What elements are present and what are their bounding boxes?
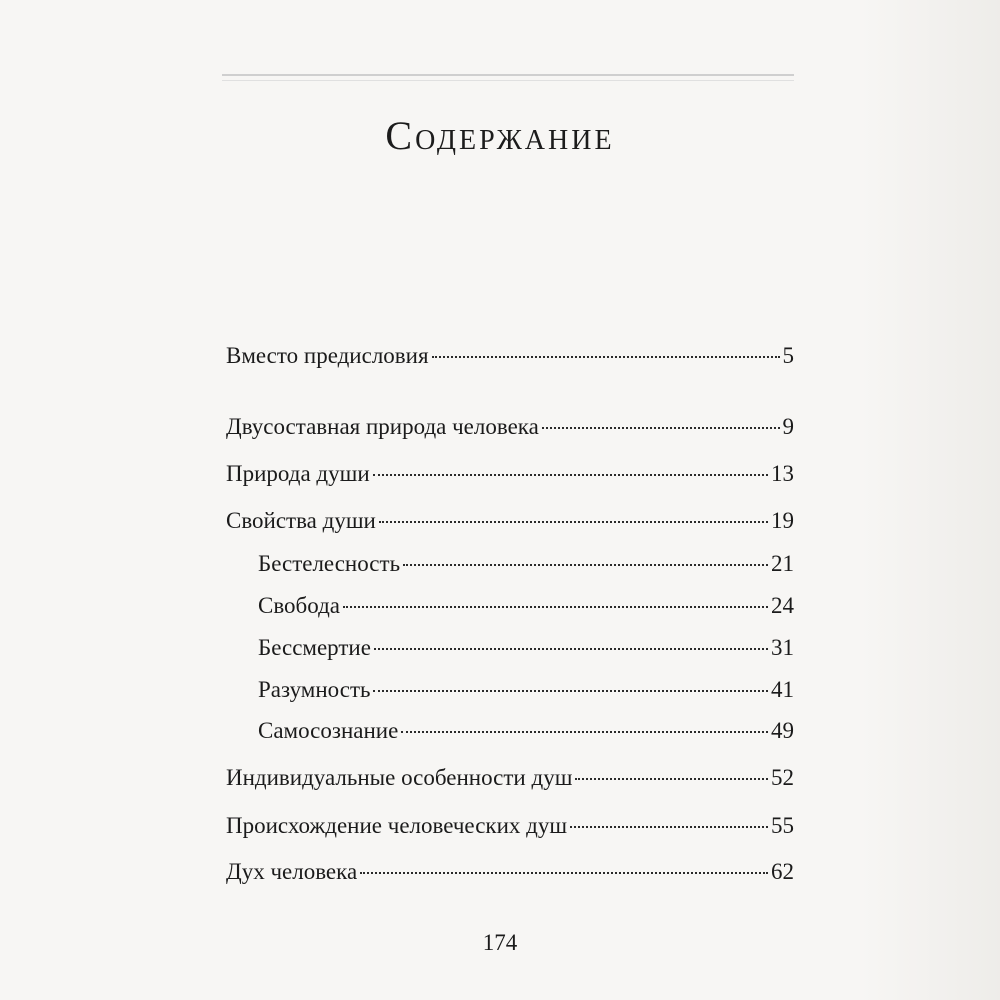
toc-entry-label: Происхождение человеческих душ (226, 813, 568, 838)
dot-leader (373, 690, 768, 692)
bleed-through-rule (222, 74, 794, 76)
toc-entry-label: Дух человека (226, 859, 358, 884)
toc-entry-page: 41 (771, 677, 794, 702)
toc-entry-label: Индивидуальные особенности душ (226, 765, 573, 790)
toc-entry-label: Свобода (258, 593, 340, 618)
dot-leader (403, 564, 768, 566)
toc-entry-page: 13 (771, 461, 794, 486)
toc-entry-origin-of-souls (226, 806, 794, 846)
dot-leader (374, 648, 768, 650)
page-number: 174 (482, 930, 518, 955)
dot-leader (401, 731, 768, 733)
toc-entry-label: Самосознание (258, 718, 399, 743)
toc-subentry-freedom (258, 586, 794, 626)
dot-leader (432, 356, 780, 358)
toc-entry-label: Вместо предисловия (226, 343, 429, 368)
toc-entry-page: 55 (771, 813, 794, 838)
toc-entry-page: 24 (771, 593, 794, 618)
toc-entry-individual-features (226, 758, 794, 798)
toc-entry-label: Двусоставная природа человека (226, 414, 539, 439)
toc-subentry-self-awareness (258, 711, 794, 751)
toc-entry-page: 21 (771, 551, 794, 576)
toc-entry-page: 62 (771, 859, 794, 884)
toc-entry-page: 49 (771, 718, 794, 743)
dot-leader (542, 427, 780, 429)
toc-entry-soul-nature (226, 454, 794, 494)
toc-entry-label: Разумность (258, 677, 371, 702)
toc-entry-page: 31 (771, 635, 794, 660)
toc-subentry-incorporeality (258, 544, 794, 584)
dot-leader (343, 606, 768, 608)
toc-entry-soul-properties (226, 501, 794, 541)
toc-entry-spirit (226, 852, 794, 892)
toc-entry-dual-nature (226, 407, 794, 447)
dot-leader (379, 521, 768, 523)
toc-entry-label: Природа души (226, 461, 370, 486)
toc-entry-page: 52 (771, 765, 794, 790)
toc-entry-page: 9 (782, 414, 794, 439)
toc-entry-label: Бестелесность (258, 551, 401, 576)
page-title: Содержание (385, 113, 615, 158)
toc-entry-preface (226, 336, 794, 376)
toc-entry-page: 5 (782, 343, 794, 368)
toc-subentry-rationality (258, 670, 794, 710)
dot-leader (360, 872, 768, 874)
toc-entry-page: 19 (771, 508, 794, 533)
dot-leader (373, 474, 768, 476)
dot-leader (575, 778, 768, 780)
dot-leader (570, 826, 768, 828)
toc-entry-label: Бессмертие (258, 635, 371, 660)
toc-subentry-immortality (258, 628, 794, 668)
bleed-through-rule-thin (222, 80, 794, 81)
toc-entry-label: Свойства души (226, 508, 376, 533)
